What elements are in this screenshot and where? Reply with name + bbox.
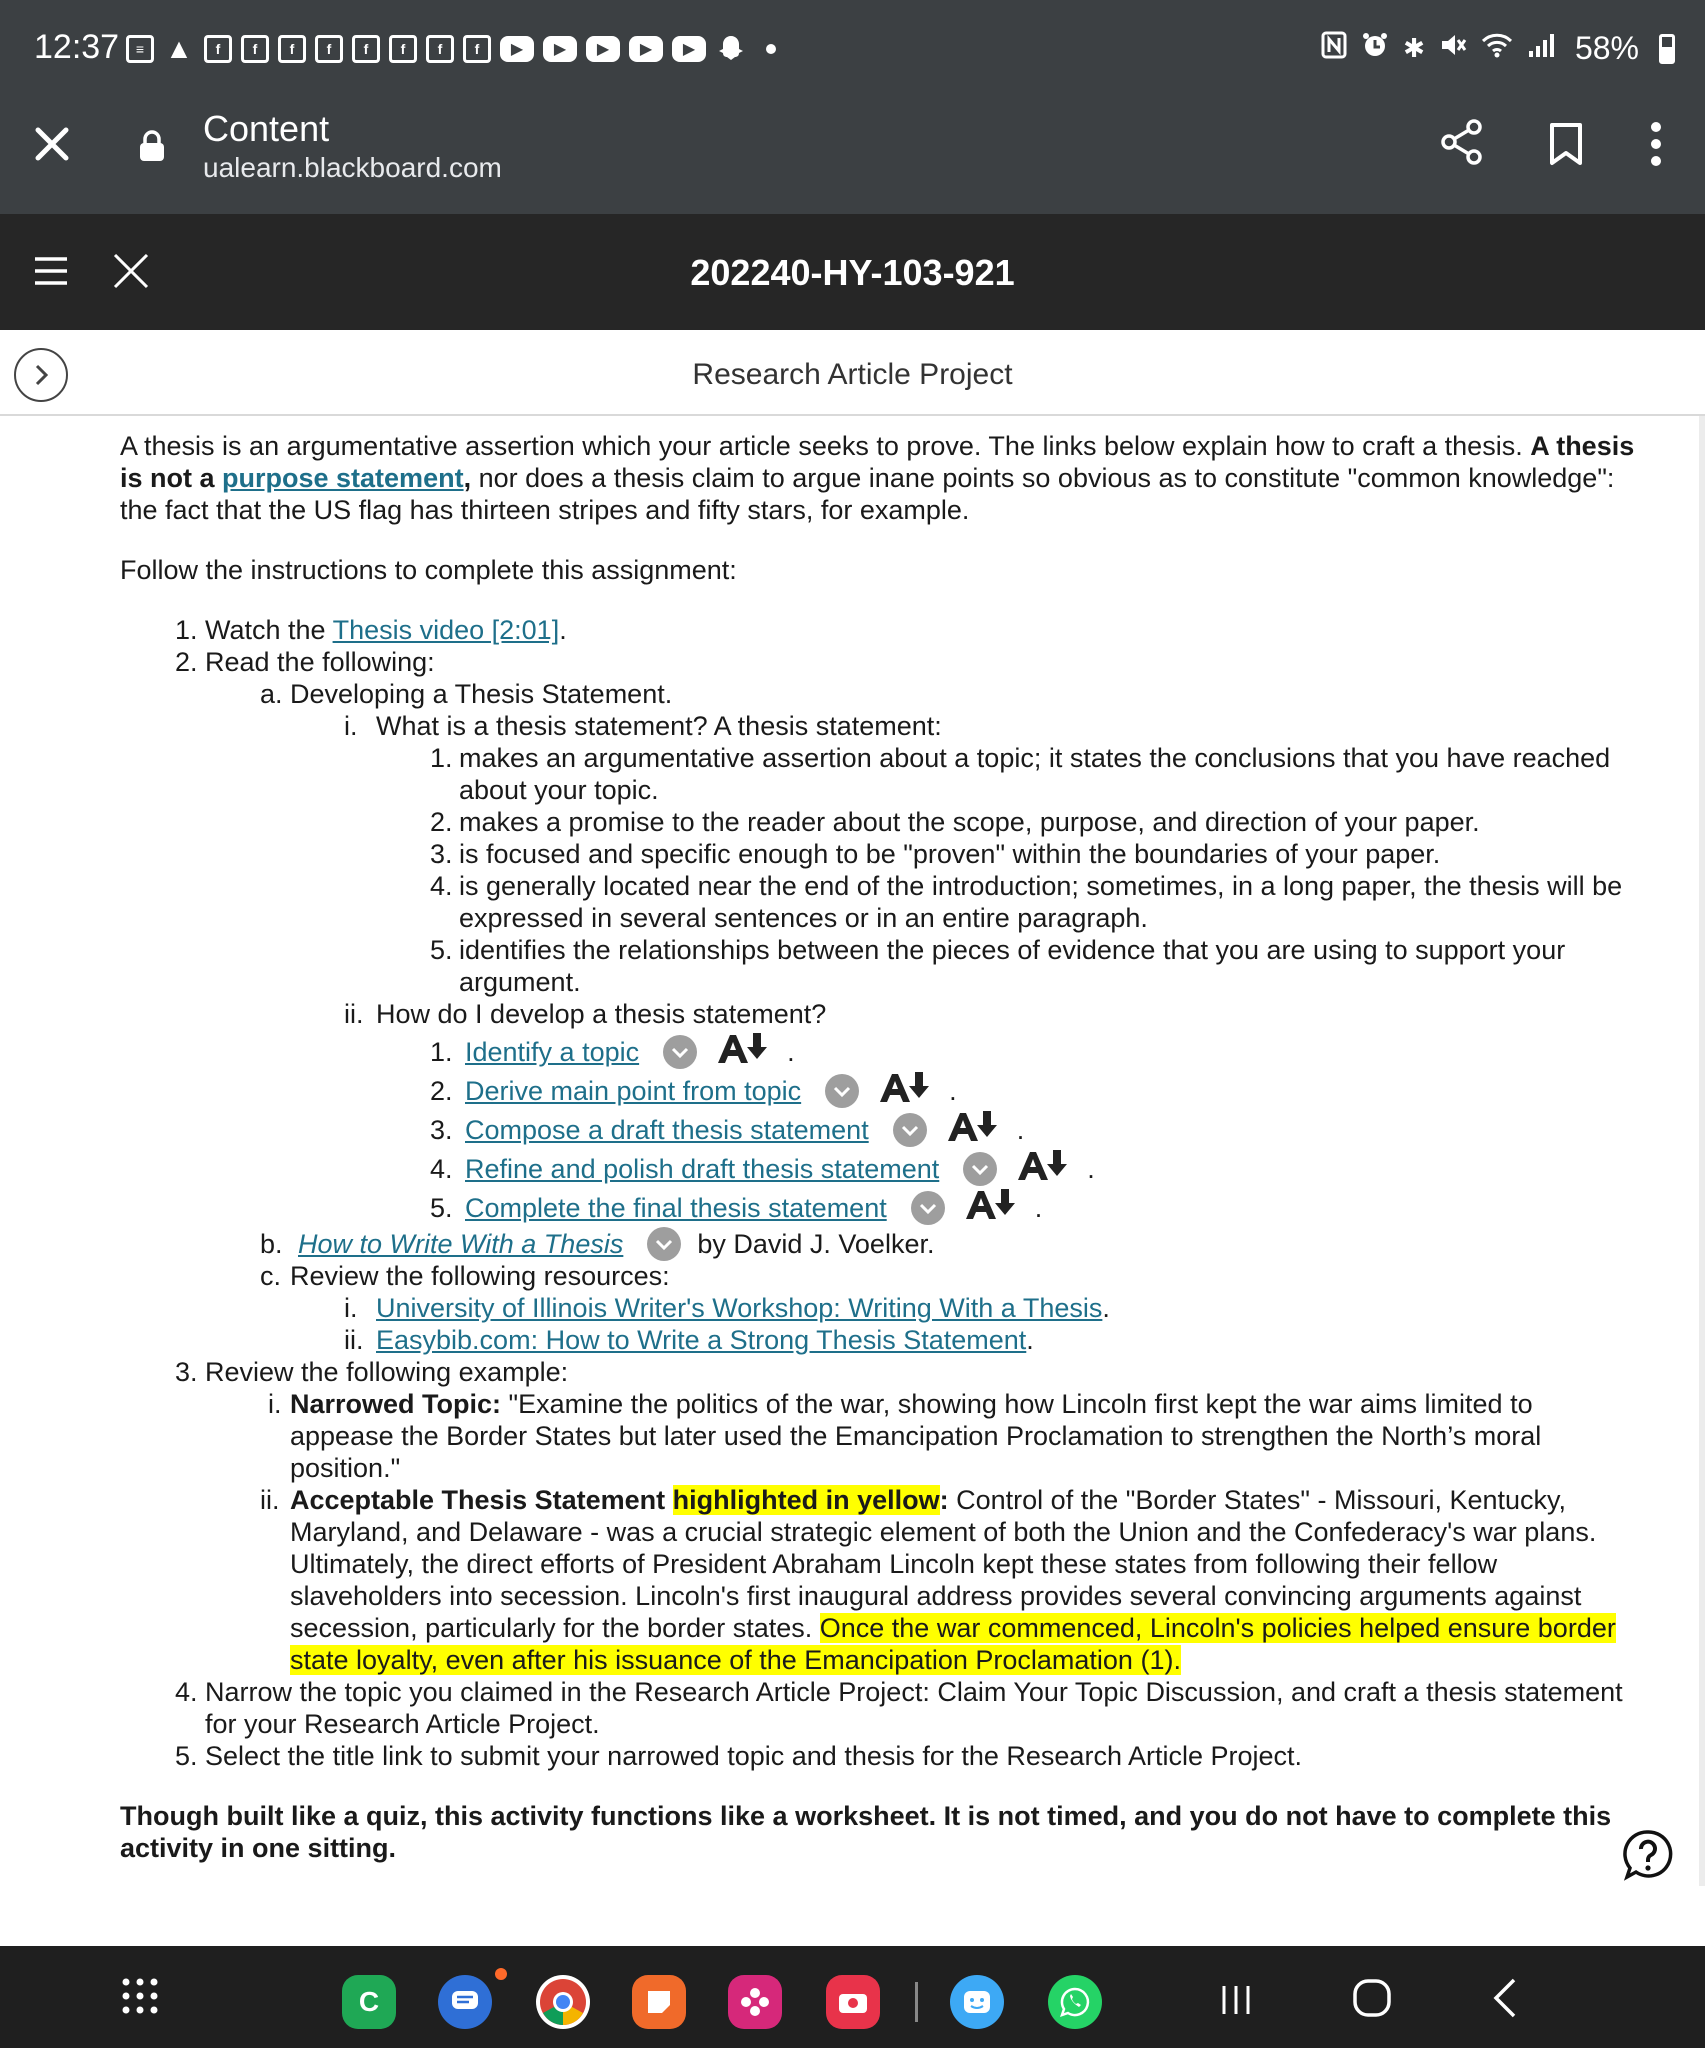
develop-step: 3. Compose a draft thesis statement . <box>120 1111 1640 1150</box>
purpose-statement-link[interactable]: purpose statement <box>222 463 464 493</box>
refine-polish-link[interactable]: Refine and polish draft thesis statement <box>465 1154 940 1184</box>
alarm-icon <box>1361 31 1389 66</box>
scrollbar[interactable] <box>1699 416 1705 1886</box>
facebook-icon: f <box>278 35 306 63</box>
facebook-icon: f <box>426 35 454 63</box>
warning-icon: ▲ <box>165 33 193 64</box>
facebook-icon: f <box>352 35 380 63</box>
acceptable-thesis: ii. Acceptable Thesis Statement highlighted in yellow: Control of the "Border States" - Missouri, Kentucky, Maryland, and Delaware - was a crucial strategic element of both the Union and the Confederacy's war plans. Ultimately, the direct efforts of President Abraham Lincoln kept these states from following their fellow slaveholders into secession. Lincoln's first inaugural address provides several convincing arguments against secession, particularly for the border states. Once the war commenced, Lincoln's policies helped ensure border state loyalty, even after his issuance of the Emancipation Proclamation (1). <box>260 1485 1616 1675</box>
illinois-writers-workshop-link[interactable]: University of Illinois Writer's Workshop: Writing With a Thesis <box>376 1293 1103 1323</box>
resource-item: ii. Easybib.com: How to Write a Strong Thesis Statement. <box>344 1325 1034 1355</box>
help-icon[interactable] <box>1622 1829 1674 1881</box>
bluetooth-icon: ✱ <box>1403 33 1425 63</box>
more-notifications-dot <box>766 44 776 54</box>
resource-item: i. University of Illinois Writer's Workshop: Writing With a Thesis. <box>344 1293 1110 1323</box>
battery-percent: 58% <box>1574 30 1639 66</box>
lock-icon <box>139 130 165 162</box>
derive-main-point-link[interactable]: Derive main point from topic <box>465 1076 802 1106</box>
develop-step: 2. Derive main point from topic . <box>120 1072 1640 1111</box>
youtube-icon: ▶ <box>672 36 706 62</box>
follow-instructions: Follow the instructions to complete this assignment: <box>120 555 737 585</box>
snapchat-icon <box>715 34 747 64</box>
browser-toolbar <box>0 100 1705 214</box>
signal-icon <box>1527 31 1557 66</box>
facebook-icon: f <box>389 35 417 63</box>
narrowed-topic: i. Narrowed Topic: "Examine the politics of the war, showing how Lincoln first kept the war aims limited to appease the Border States but later used the Emancipation Proclamation to strengthen the North’s moral position." <box>268 1389 1542 1483</box>
chevron-down-icon[interactable] <box>963 1152 997 1186</box>
home-icon[interactable] <box>1352 1978 1392 2018</box>
alternative-formats-icon[interactable] <box>877 1070 933 1104</box>
assignment-instructions <box>120 430 1640 1864</box>
close-icon[interactable] <box>30 122 74 166</box>
develop-step: 1. Identify a topic . <box>120 1033 1640 1072</box>
content-header <box>0 330 1705 416</box>
thesis-video-link[interactable]: Thesis video [2:01] <box>332 615 560 645</box>
notification-icons <box>126 34 776 64</box>
easybib-link[interactable]: Easybib.com: How to Write a Strong Thesis Statement <box>376 1325 1027 1355</box>
app-drawer-icon[interactable] <box>122 1978 158 2014</box>
bixby-app[interactable] <box>950 1975 1004 2029</box>
step-3: 3. Review the following example: <box>175 1357 569 1387</box>
more-options-icon[interactable] <box>1648 120 1664 168</box>
alternative-formats-icon[interactable] <box>1015 1148 1071 1182</box>
youtube-icon: ▶ <box>543 36 577 62</box>
intro-paragraph: A thesis is an argumentative assertion which your article seeks to prove. The links below explain how to craft a thesis. A thesis is not a purpose statement, nor does a thesis claim to argue inane points so obvious as to constitute "common knowledge": the fact that the US flag has thirteen stripes and fifty stars, for example. <box>120 431 1635 525</box>
chrome-app[interactable] <box>536 1975 590 2029</box>
highlighted-thesis: Once the war commenced, Lincoln's policies helped ensure border state loyalty, even after his issuance of the Emancipation Proclamation (1). <box>290 1613 1616 1675</box>
alternative-formats-icon[interactable] <box>945 1109 1001 1143</box>
youtube-icon: ▶ <box>586 36 620 62</box>
whatsapp-app[interactable] <box>1048 1975 1102 2029</box>
step-2: 2. Read the following: <box>175 647 435 677</box>
develop-step: 4. Refine and polish draft thesis statement . <box>120 1150 1640 1189</box>
thesis-point: 4. is generally located near the end of the introduction; sometimes, in a long paper, the thesis will be expressed in several sentences or in an entire paragraph. <box>430 871 1623 933</box>
course-code: 202240-HY-103-921 <box>690 252 1015 293</box>
dock-divider <box>915 1982 918 2022</box>
nfc-icon <box>1321 31 1347 66</box>
android-nav-bar <box>0 1946 1705 2048</box>
youtube-icon: ▶ <box>629 36 663 62</box>
browser-page-title[interactable]: Content <box>203 108 330 149</box>
wifi-icon <box>1481 31 1513 66</box>
thesis-point: 3. is focused and specific enough to be "proven" within the boundaries of your paper. <box>430 839 1441 869</box>
browser-url[interactable]: ualearn.blackboard.com <box>203 152 502 183</box>
chevron-down-icon[interactable] <box>825 1074 859 1108</box>
step-4: 4. Narrow the topic you claimed in the Research Article Project: Claim Your Topic Discussion, and craft a thesis statement for your Research Article Project. <box>175 1677 1623 1739</box>
step-5: 5. Select the title link to submit your narrowed topic and thesis for the Research Article Project. <box>175 1741 1303 1771</box>
bookmark-icon[interactable] <box>1548 122 1584 166</box>
step-2a-i: i. What is a thesis statement? A thesis statement: <box>344 711 942 741</box>
youtube-icon: ▶ <box>500 36 534 62</box>
chevron-down-icon[interactable] <box>893 1113 927 1147</box>
alternative-formats-icon[interactable] <box>963 1187 1019 1221</box>
step-2a: a. Developing a Thesis Statement. <box>260 679 673 709</box>
step-2c: c. Review the following resources: <box>260 1261 670 1291</box>
thesis-point: 2. makes a promise to the reader about the scope, purpose, and direction of your paper. <box>430 807 1480 837</box>
step-2a-ii: ii. How do I develop a thesis statement? <box>344 999 827 1029</box>
identify-topic-link[interactable]: Identify a topic <box>465 1037 640 1067</box>
course-header <box>0 214 1705 330</box>
share-icon[interactable] <box>1440 118 1484 166</box>
alternative-formats-icon[interactable] <box>715 1031 771 1065</box>
camera-app[interactable] <box>826 1975 880 2029</box>
develop-step: 5. Complete the final thesis statement . <box>120 1189 1640 1228</box>
facebook-icon: f <box>204 35 232 63</box>
notification-badge <box>495 1968 507 1980</box>
chevron-down-icon[interactable] <box>911 1191 945 1225</box>
closing-note: Though built like a quiz, this activity functions like a worksheet. It is not timed, and you do not have to complete this activity in one sitting. <box>120 1801 1612 1863</box>
phone-app[interactable]: C <box>342 1975 396 2029</box>
notes-app[interactable] <box>632 1975 686 2029</box>
thesis-point: 1. makes an argumentative assertion about a topic; it states the conclusions that you have reached about your topic. <box>430 743 1611 805</box>
messages-app[interactable] <box>438 1975 492 2029</box>
thesis-point: 5. identifies the relationships between the pieces of evidence that you are using to support your argument. <box>430 935 1566 997</box>
chevron-down-icon[interactable] <box>663 1035 697 1069</box>
step-1: 1. Watch the Thesis video [2:01]. <box>175 615 567 645</box>
mute-icon <box>1439 31 1467 66</box>
final-thesis-link[interactable]: Complete the final thesis statement <box>465 1193 887 1223</box>
recents-icon[interactable] <box>1218 1982 1254 2018</box>
gallery-app[interactable] <box>728 1975 782 2029</box>
back-icon[interactable] <box>1490 1976 1520 2020</box>
news-icon: ≡ <box>126 35 154 63</box>
how-to-write-thesis-link[interactable]: How to Write With a Thesis <box>298 1229 624 1259</box>
facebook-icon: f <box>463 35 491 63</box>
system-status-icons <box>1321 30 1675 67</box>
facebook-icon: f <box>241 35 269 63</box>
chevron-down-icon[interactable] <box>647 1227 681 1261</box>
status-time: 12:37 <box>34 28 120 66</box>
status-bar <box>0 0 1705 100</box>
step-2b: b. How to Write With a Thesis by David J. Voelker. <box>120 1228 1640 1260</box>
battery-icon <box>1659 34 1675 64</box>
content-title: Research Article Project <box>692 358 1013 391</box>
facebook-icon: f <box>315 35 343 63</box>
compose-draft-link[interactable]: Compose a draft thesis statement <box>465 1115 869 1145</box>
